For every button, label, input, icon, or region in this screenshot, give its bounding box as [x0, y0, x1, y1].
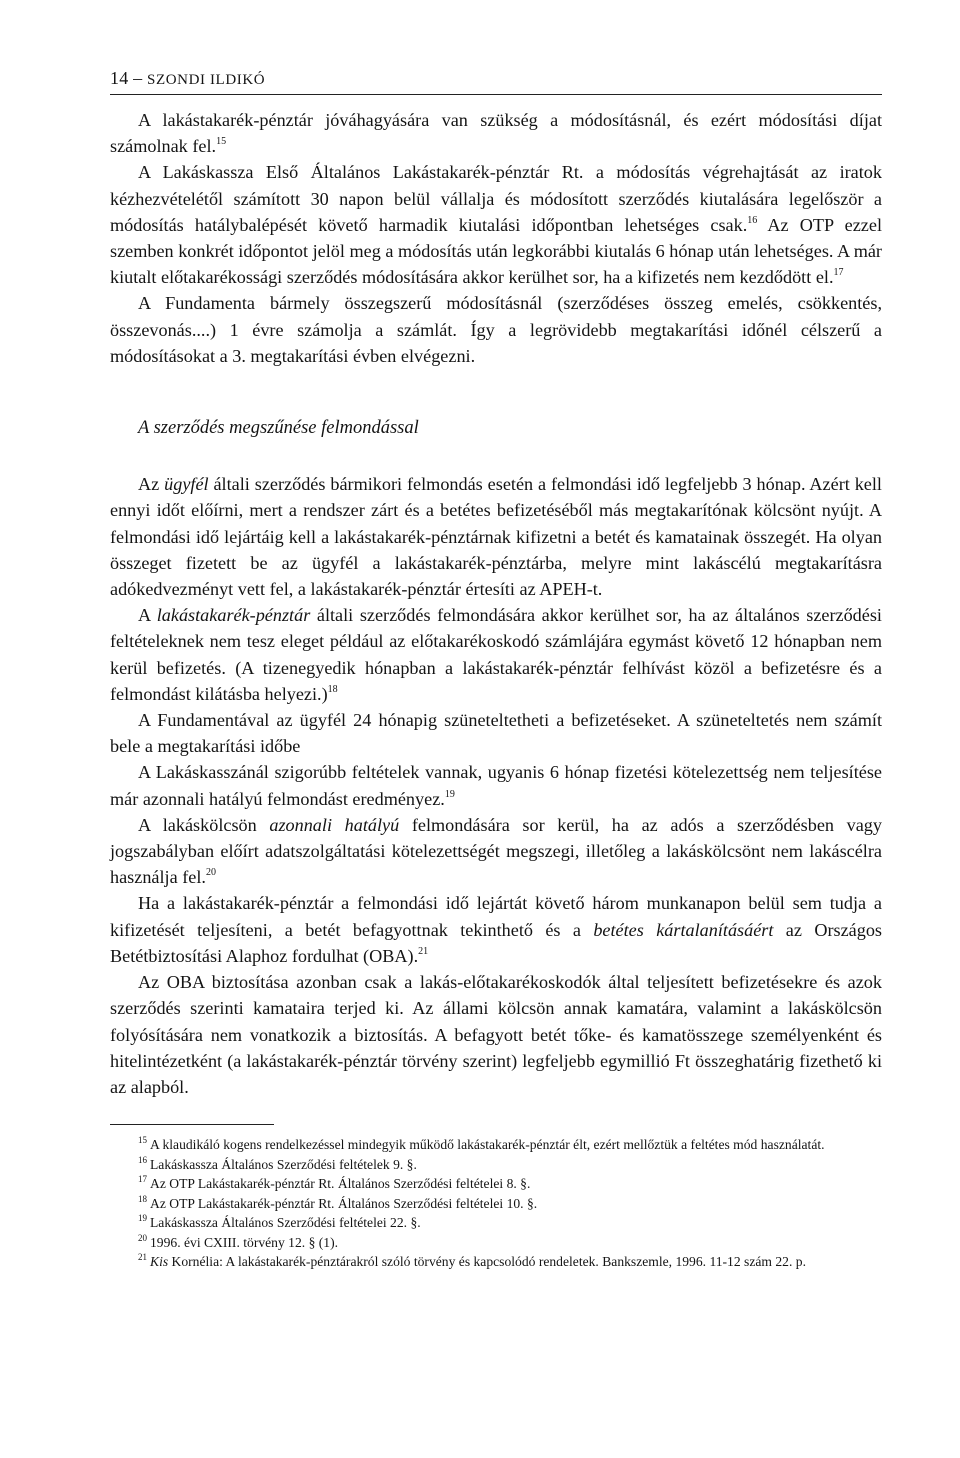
text-run: A klaudikáló kogens rendelkezéssel mindegyik működő lakástakarék-pénztár élt, ezért mellőztük a feltétes mód használatát.	[150, 1137, 825, 1153]
text-run: általi szerződés felmondására akkor kerülhet sor, ha az általános szerződési feltételeknek nem tesz eleget például az előtakarékoskodó számlájára egymást követő 12 hónapban nem kerül befizetés. (A tizenegyedik hónapban a lakástakarék-pénztár felhívást közöl a befizetésre és a felmondást kilátásba helyezi.)	[110, 605, 882, 704]
text-run: Lakáskassza Általános Szerződési feltételei 22. §.	[150, 1215, 421, 1231]
text-run: Kornélia: A lakástakarék-pénztárakról szóló törvény és kapcsolódó rendeletek. Bankszemle, 1996. 11-12 szám 22. p.	[168, 1254, 806, 1270]
italic-text: Kis	[150, 1254, 169, 1270]
paragraph	[110, 159, 882, 290]
paragraph	[110, 759, 882, 811]
paragraph	[110, 812, 882, 891]
text-run: A lakástakarék-pénztár jóváhagyására van szükség a módosításnál, és ezért módosítási díjat számolnak fel.	[110, 110, 882, 157]
text-run: 1996. évi CXIII. törvény 12. § (1).	[150, 1234, 339, 1250]
footnote	[110, 1155, 882, 1175]
footnote-ref: 17	[138, 1174, 147, 1185]
footnote	[110, 1135, 882, 1155]
paragraph	[110, 471, 882, 602]
text-run: A Lakáskassza Első Általános Lakástakarék-pénztár Rt. a módosítás végrehajtását az iratok kézhezvételétől számított 30 napon belül vállalja és módosított szerződés kiutalására legelőször a módosítás hatálybalépését követő harmadik kiutalási időpontban lehetséges csak.	[110, 162, 882, 235]
text-run: Az OTP ezzel szemben konkrét időpontot jelöl meg a módosítás után legkorábbi kiutalás 6 hónap után lehetséges. A már kiutalt előtakarékossági szerződés módosítására akkor kerülhet sor, ha a kifizetés nem kezdődött el.	[110, 214, 882, 288]
footnote	[110, 1233, 882, 1253]
footnote-ref: 18	[138, 1193, 147, 1204]
paragraph	[110, 602, 882, 707]
footnote	[110, 1213, 882, 1233]
author-name: SZONDI ILDIKÓ	[147, 72, 266, 88]
paragraph	[110, 290, 882, 369]
running-header	[110, 66, 882, 95]
text-run: felmondására sor kerül, ha az adós a szerződésben vagy jogszabályban előírt adatszolgáltatási kötelezettségét megszegi, illetőleg a lakáskölcsönt nem lakáscélra használja fel.	[110, 814, 882, 888]
footnote	[110, 1252, 882, 1272]
italic-text: lakástakarék-pénztár	[156, 605, 311, 626]
text-run: A Lakáskasszánál szigorúbb feltételek vannak, ugyanis 6 hónap fizetési kötelezettség nem teljesítése már azonnali hatályú felmondást eredményez.	[110, 762, 882, 809]
paragraph	[110, 107, 882, 159]
text-run: A lakáskölcsön	[138, 814, 270, 835]
header-separator: –	[128, 68, 148, 88]
paragraph	[110, 707, 882, 759]
footnote-ref: 15	[216, 136, 227, 148]
body-text	[110, 107, 882, 1100]
footnote-ref: 15	[138, 1135, 147, 1146]
text-run: általi szerződés bármikori felmondás esetén a felmondási idő legfeljebb 3 hónap. Azért kell ennyi időt előírni, mert a rendszer zárt és a betétes befizetéséből más megtakarítónak kölcsönt nyújt. A felmondási idő lejártáig kell a lakástakarék-pénztárnak kifizetni a betét és kamatainak összegét. Ha olyan összeget fizetett be az ügyfél a lakástakarék-pénztárba, melyre mint lakáscélú megtakarításra adókedvezményt vett fel, a lakástakarék-pénztár értesíti az APEH-t.	[110, 474, 882, 600]
footnote-ref: 21	[138, 1252, 147, 1263]
footnote-rule	[110, 1124, 274, 1125]
text-run: A	[138, 605, 157, 626]
footnote-ref: 16	[138, 1154, 147, 1165]
footnote-ref: 20	[138, 1232, 147, 1243]
footnote-ref: 21	[418, 945, 429, 957]
text-run: Az OTP Lakástakarék-pénztár Rt. Általános Szerződési feltételei 8. §.	[150, 1176, 531, 1192]
italic-text: ügyfél	[164, 474, 209, 495]
footnote-ref: 20	[205, 867, 216, 879]
text-run: A Fundamenta bármely összegszerű módosításnál (szerződéses összeg emelés, csökkentés, összevonás....) 1 évre számolja a számlát. Így a legrövidebb megtakarítási időnél célszerű a módosításokat a 3. megtakarítási évben elvégezni.	[110, 293, 882, 366]
page	[110, 66, 882, 1272]
footnote-ref: 16	[747, 214, 758, 226]
paragraph	[110, 969, 882, 1100]
italic-text: azonnali hatályú	[269, 814, 400, 835]
text-run: Az OBA biztosítása azonban csak a lakás-előtakarékoskodók által teljesített befizetésekre és azok szerződés szerinti kamataira terjed ki. Az állami kölcsön annak kamatára, valamint a lakáskölcsön folyósítására nem vonatkozik a biztosítás. A befagyott betét tőke- és kamatösszege személyenként és hitelintézetként (a lakástakarék-pénztár törvény szerint) legfeljebb egymillió Ft összeghatárig fizethető ki az alapból.	[110, 972, 882, 1097]
text-run: az Országos Betétbiztosítási Alaphoz fordulhat (OBA).	[110, 919, 883, 966]
text-run: Ha a lakástakarék-pénztár a felmondási idő lejártát követő három munkanapon belül sem tudja a kifizetését teljesíteni, a betét befagyottnak tekinthető és a	[110, 893, 882, 940]
paragraphs-top	[110, 107, 882, 369]
footnote-ref: 19	[444, 788, 455, 800]
text-run: Lakáskassza Általános Szerződési feltételek 9. §.	[150, 1156, 417, 1172]
footnote-ref: 18	[327, 683, 338, 695]
section-heading: A szerződés megszűnése felmondással	[138, 418, 419, 439]
footnote-ref: 17	[833, 267, 844, 279]
italic-text: betétes kártalanításáért	[593, 919, 774, 940]
text-run: Az OTP Lakástakarék-pénztár Rt. Általános Szerződési feltételei 10. §.	[150, 1195, 538, 1211]
text-run: A Fundamentával az ügyfél 24 hónapig szüneteltetheti a befizetéseket. A szüneteltetés nem számít bele a megtakarítási időbe	[110, 710, 882, 757]
footnote	[110, 1174, 882, 1194]
paragraph	[110, 890, 882, 969]
page-number: 14	[110, 68, 129, 88]
footnotes	[110, 1135, 882, 1272]
footnote	[110, 1194, 882, 1214]
footnote-ref: 19	[138, 1213, 147, 1224]
text-run: Az	[138, 474, 165, 495]
paragraphs-bottom	[110, 471, 882, 1100]
